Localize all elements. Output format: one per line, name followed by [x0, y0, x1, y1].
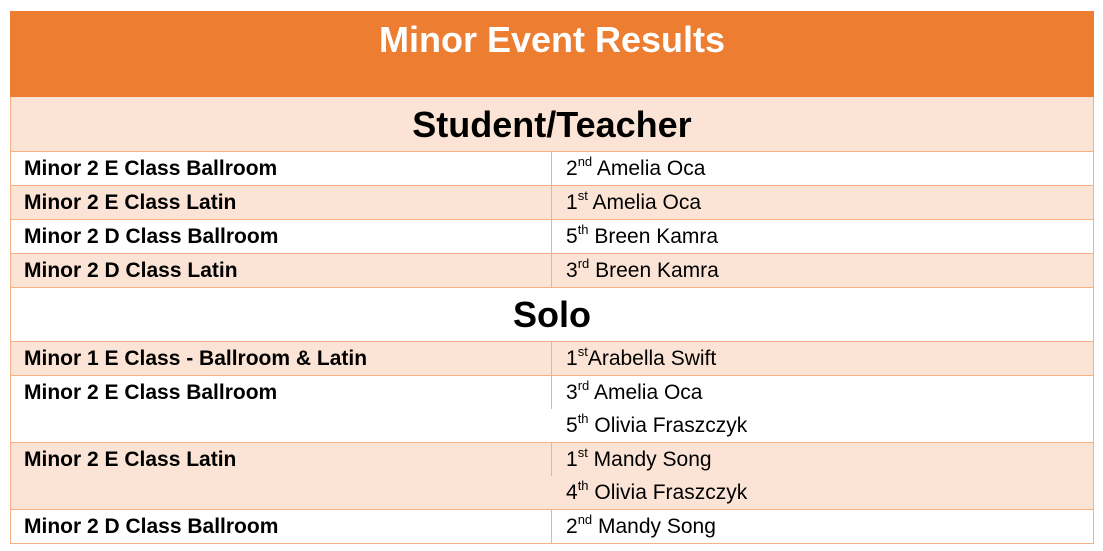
event-name: Minor 2 D Class Ballroom [11, 510, 552, 543]
results-table [10, 11, 1094, 544]
result-entry: 2nd Amelia Oca [566, 154, 706, 180]
table-row [10, 443, 1094, 510]
table-row [10, 342, 1094, 376]
table-title: Minor Event Results [10, 11, 1094, 97]
result-entry: 3rd Amelia Oca [566, 378, 703, 404]
event-name: Minor 1 E Class - Ballroom & Latin [11, 342, 552, 375]
result-entry: 2nd Mandy Song [566, 512, 716, 538]
event-name: Minor 2 E Class Latin [11, 443, 552, 476]
result-entry: 3rd Breen Kamra [566, 256, 719, 282]
result-entry: 1st Amelia Oca [566, 188, 702, 214]
result-cell [552, 254, 1093, 287]
event-name: Minor 2 D Class Latin [11, 254, 552, 287]
result-cell [552, 152, 1093, 185]
event-name: Minor 2 E Class Latin [11, 186, 552, 219]
table-row [10, 186, 1094, 220]
event-name: Minor 2 E Class Ballroom [11, 376, 552, 409]
result-entry: 4th Olivia Fraszczyk [566, 478, 748, 504]
result-entry: 1st Mandy Song [566, 445, 712, 471]
result-cell [552, 220, 1093, 253]
table-row [10, 510, 1094, 544]
section-heading-solo: Solo [10, 288, 1094, 342]
table-row [10, 152, 1094, 186]
result-entry: 5th Breen Kamra [566, 222, 719, 248]
result-cell [552, 443, 1093, 509]
result-cell [552, 510, 1093, 543]
event-name: Minor 2 E Class Ballroom [11, 152, 552, 185]
result-entry: 5th Olivia Fraszczyk [566, 411, 748, 437]
table-row [10, 254, 1094, 288]
result-cell [552, 186, 1093, 219]
table-row [10, 376, 1094, 443]
section-heading-student-teacher: Student/Teacher [10, 97, 1094, 152]
result-cell [552, 342, 1093, 375]
event-name: Minor 2 D Class Ballroom [11, 220, 552, 253]
result-cell [552, 376, 1093, 442]
result-entry: 1stArabella Swift [566, 344, 717, 370]
table-row [10, 220, 1094, 254]
